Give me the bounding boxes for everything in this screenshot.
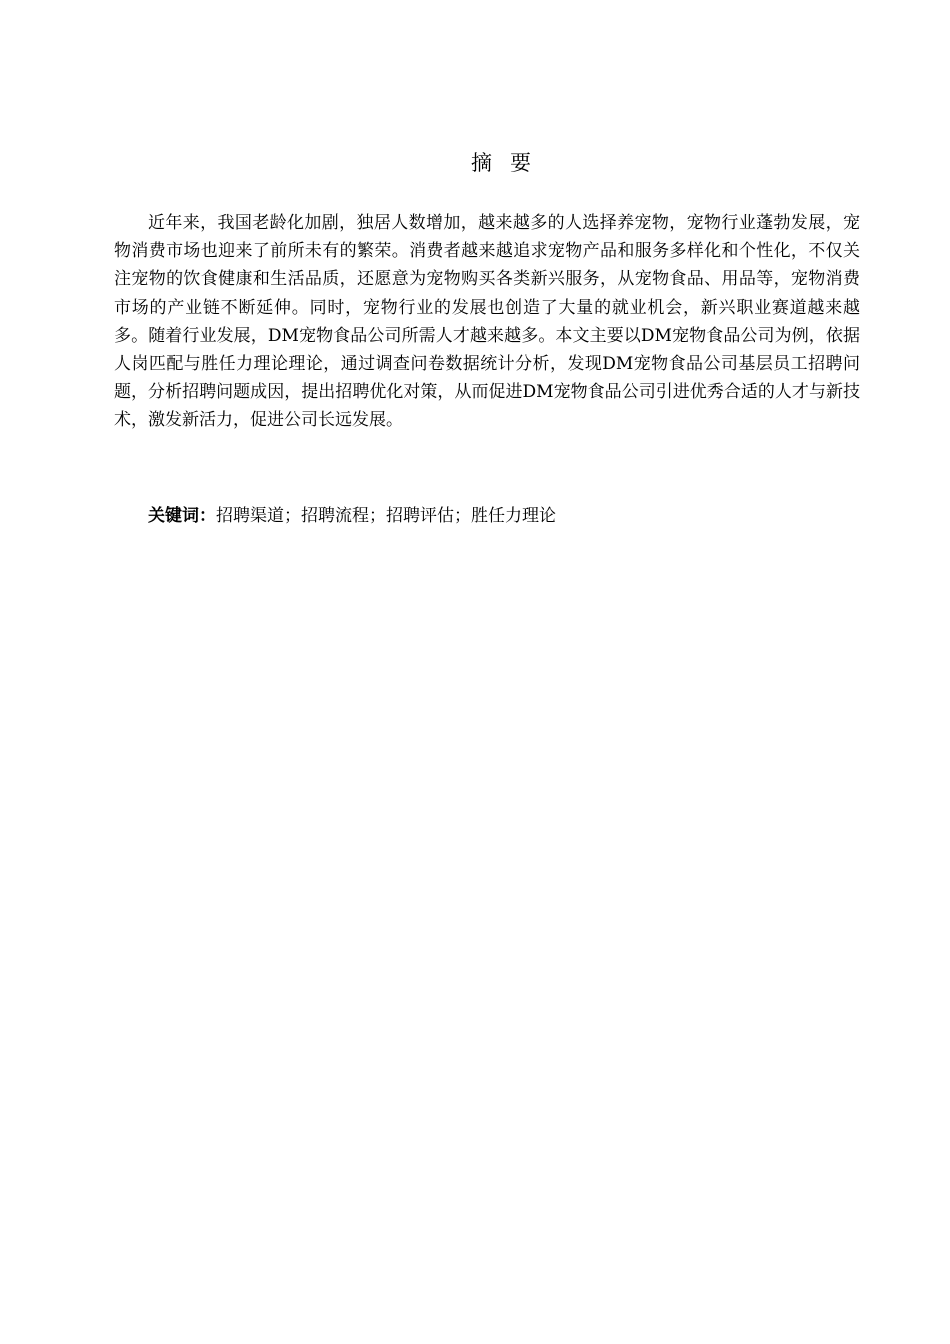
keywords-line <box>114 502 860 530</box>
page-title: 摘要 <box>471 151 549 175</box>
abstract-paragraph: 近年来，我国老龄化加剧，独居人数增加，越来越多的人选择养宠物，宠物行业蓬勃发展，宠物消费市场也迎来了前所未有的繁荣。消费者越来越追求宠物产品和服务多样化和个性化，不仅关注宠物的饮食健康和生活品质，还愿意为宠物购买各类新兴服务，从宠物食品、用品等，宠物消费市场的产业链不断延伸。同时，宠物行业的发展也创造了大量的就业机会，新兴职业赛道越来越多。随着行业发展，DM宠物食品公司所需人才越来越多。本文主要以DM宠物食品公司为例，依据人岗匹配与胜任力理论理论，通过调查问卷数据统计分析，发现DM宠物食品公司基层员工招聘问题，分析招聘问题成因，提出招聘优化对策，从而促进DM宠物食品公司引进优秀合适的人才与新技术，激发新活力，促进公司长远发展。 <box>114 213 860 431</box>
keywords-label: 关键词： <box>148 506 216 526</box>
keywords-text: 招聘渠道；招聘流程；招聘评估；胜任力理论 <box>216 506 556 526</box>
